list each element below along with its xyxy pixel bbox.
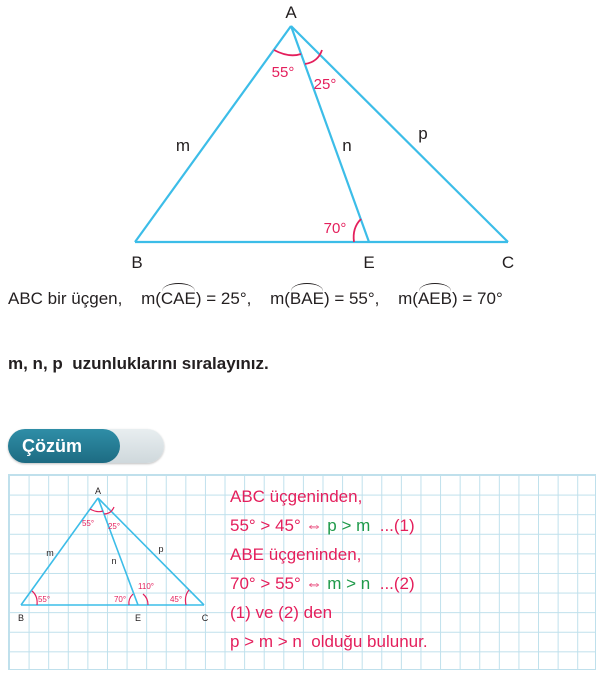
- arc-cae: [305, 50, 322, 64]
- solution-tab-label: Çözüm: [8, 429, 120, 463]
- vertex-a-label: A: [285, 3, 297, 22]
- arc-c: [185, 590, 189, 605]
- given-cae: [141, 289, 251, 308]
- task-vars: m, n, p: [8, 354, 63, 373]
- m-prefix: m(: [270, 289, 290, 308]
- vertex-c-label: C: [201, 613, 209, 623]
- vertex-b-label: B: [17, 613, 25, 623]
- iff-symbol: ⇔: [305, 574, 323, 593]
- angle-b-label: 55°: [37, 595, 51, 604]
- arc-bae: [90, 509, 103, 512]
- angle-bae-label: 55°: [271, 64, 295, 81]
- triangle-figure: [0, 0, 604, 280]
- task-text: uzunluklarını sıralayınız.: [72, 354, 269, 373]
- arc-aec: [143, 594, 148, 605]
- inequality-sides: p > m: [327, 516, 371, 535]
- solution-steps: [230, 482, 428, 656]
- angle-aeb-name: AEB: [417, 289, 452, 308]
- solution-line-6: [230, 627, 428, 656]
- vertex-e-label: E: [363, 253, 375, 272]
- angle-aec-label: 110°: [138, 582, 154, 591]
- iff-symbol: ⇔: [305, 516, 323, 535]
- side-p-label: p: [158, 544, 164, 554]
- m-prefix: m(: [398, 289, 418, 308]
- angle-aeb-label: 70°: [323, 220, 347, 237]
- solution-line-5: (1) ve (2) den: [230, 603, 333, 622]
- solution-line-3: ABE üçgeninden,: [230, 545, 362, 564]
- given-intro: ABC bir üçgen,: [8, 289, 123, 308]
- triangle-lines: [135, 26, 508, 242]
- solution-line-1: ABC üçgeninden,: [230, 487, 363, 506]
- given-bae-value: ) = 55°,: [323, 289, 380, 308]
- angle-bae-name: BAE: [289, 289, 324, 308]
- segment-ae: [291, 26, 369, 242]
- arc-aeb: [129, 594, 133, 605]
- side-ac: [291, 26, 508, 242]
- given-aeb: [398, 289, 503, 308]
- vertex-b-label: B: [131, 253, 143, 272]
- angle-c-label: 45°: [169, 595, 183, 604]
- inequality-angles: 55° > 45°: [230, 516, 301, 535]
- side-ab: [135, 26, 291, 242]
- vertex-e-label: E: [134, 613, 142, 623]
- angle-cae-label: 25°: [107, 522, 121, 531]
- angle-cae-label: 25°: [313, 76, 337, 93]
- side-p-label: p: [418, 124, 428, 143]
- given-cae-value: ) = 25°,: [195, 289, 252, 308]
- task-statement: [8, 354, 269, 374]
- solution-triangle-figure: [8, 474, 228, 670]
- given-aeb-value: ) = 70°: [452, 289, 503, 308]
- side-m-label: m: [175, 136, 191, 155]
- side-n-label: n: [342, 136, 352, 155]
- reference-1: ...(1): [379, 516, 415, 535]
- solution-line-4: [230, 569, 428, 598]
- angle-cae-name: CAE: [160, 289, 196, 308]
- side-m-label: m: [46, 548, 54, 558]
- final-order: p > m > n: [230, 632, 302, 651]
- solution-line-2: [230, 511, 428, 540]
- reference-2: ...(2): [379, 574, 415, 593]
- angle-bae-label: 55°: [81, 519, 95, 528]
- conclusion-text: olduğu bulunur.: [311, 632, 428, 651]
- angle-aeb-label: 70°: [113, 595, 127, 604]
- arc-bae: [274, 50, 301, 55]
- arc-aeb: [354, 219, 361, 242]
- inequality-sides: m > n: [327, 574, 371, 593]
- arc-b: [32, 591, 37, 605]
- vertex-a-label: A: [94, 486, 102, 496]
- side-ab: [21, 498, 98, 605]
- vertex-c-label: C: [501, 253, 515, 272]
- inequality-angles: 70° > 55°: [230, 574, 301, 593]
- m-prefix: m(: [141, 289, 161, 308]
- given-statement: [8, 289, 503, 309]
- given-bae: [270, 289, 379, 308]
- side-n-label: n: [111, 556, 117, 566]
